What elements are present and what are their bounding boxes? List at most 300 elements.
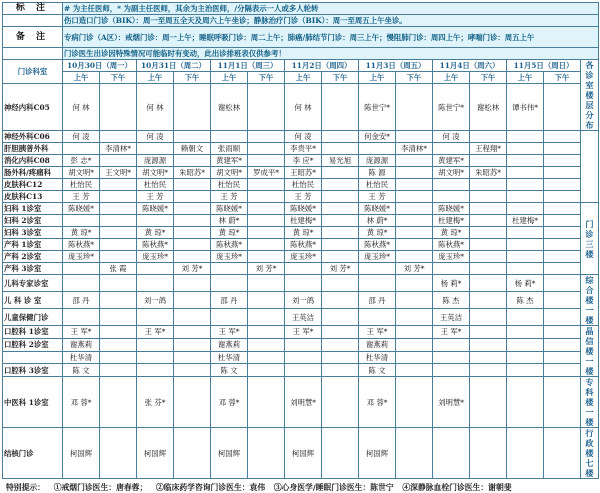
doctor-cell	[396, 364, 433, 377]
special-notice-item: ①戒烟门诊医生：唐春蓉；	[53, 483, 148, 492]
doctor-cell	[470, 338, 507, 351]
special-notice	[6, 482, 594, 493]
table-row	[3, 251, 599, 263]
doctor-cell	[322, 428, 359, 479]
doctor-cell	[211, 309, 248, 326]
am-header: 上午	[211, 72, 248, 84]
doctor-cell	[433, 179, 470, 191]
doctor-cell: 杜华清	[359, 351, 396, 364]
doctor-cell	[507, 263, 544, 275]
pm-header: 下午	[322, 72, 359, 84]
doctor-cell	[100, 326, 137, 339]
clinic-name: 皮肤科C13	[3, 191, 63, 203]
doctor-cell	[174, 84, 211, 131]
table-row	[3, 292, 599, 309]
notice-text: 门诊医生出诊因特殊情况可能临时有变动，此出诊排班表仅供参考！	[63, 48, 599, 60]
doctor-cell	[470, 351, 507, 364]
doctor-cell	[100, 155, 137, 167]
doctor-cell	[100, 292, 137, 309]
doctor-cell	[544, 326, 581, 339]
table-row	[3, 309, 599, 326]
doctor-cell	[470, 251, 507, 263]
doctor-cell	[322, 351, 359, 364]
doctor-cell	[544, 428, 581, 479]
doctor-cell: 陈秋燕*	[285, 239, 322, 251]
doctor-cell: 柯国辉	[63, 428, 100, 479]
doctor-cell: 黄 琼*	[137, 227, 174, 239]
doctor-cell	[174, 251, 211, 263]
clinic-name: 儿 科 诊 室	[3, 292, 63, 309]
beizhu-label: 备 注	[3, 27, 63, 48]
doctor-cell	[248, 275, 285, 292]
doctor-cell	[174, 364, 211, 377]
doctor-cell	[470, 155, 507, 167]
doctor-cell	[137, 338, 174, 351]
doctor-cell	[544, 338, 581, 351]
pm-header: 下午	[174, 72, 211, 84]
doctor-cell	[322, 364, 359, 377]
doctor-cell	[137, 215, 174, 227]
doctor-cell	[137, 364, 174, 377]
biaozhu-text: # 为主任医师，* 为副主任医师，其余为主治医师，/分隔表示一人或多人轮转	[63, 3, 599, 15]
doctor-cell: 杜怡民	[211, 179, 248, 191]
doctor-cell	[507, 167, 544, 179]
doctor-cell: 王英洁	[285, 309, 322, 326]
doctor-cell	[174, 155, 211, 167]
clinic-name: 妇科 3诊室	[3, 227, 63, 239]
doctor-cell	[470, 203, 507, 215]
doctor-cell	[433, 428, 470, 479]
doctor-cell	[396, 131, 433, 143]
doctor-cell	[470, 377, 507, 428]
doctor-cell	[100, 377, 137, 428]
doctor-cell	[544, 364, 581, 377]
doctor-cell: 邵 丹	[359, 292, 396, 309]
doctor-cell	[211, 275, 248, 292]
am-header: 上午	[285, 72, 322, 84]
doctor-cell	[359, 309, 396, 326]
doctor-cell	[433, 364, 470, 377]
doctor-cell	[396, 179, 433, 191]
doctor-cell	[359, 143, 396, 155]
doctor-cell	[285, 275, 322, 292]
doctor-cell	[322, 227, 359, 239]
doctor-cell	[544, 275, 581, 292]
doctor-cell	[322, 377, 359, 428]
doctor-cell	[507, 326, 544, 339]
clinic-col-header: 门诊科室	[3, 60, 63, 84]
doctor-cell	[285, 364, 322, 377]
doctor-cell: 陈秋燕*	[211, 239, 248, 251]
doctor-cell: 黄 琼*	[211, 227, 248, 239]
doctor-cell: 赖朝文	[174, 143, 211, 155]
doctor-cell	[544, 377, 581, 428]
doctor-cell	[322, 191, 359, 203]
pm-header: 下午	[544, 72, 581, 84]
doctor-cell	[100, 191, 137, 203]
doctor-cell	[544, 179, 581, 191]
table-row	[3, 326, 599, 339]
doctor-cell: 何 林	[137, 84, 174, 131]
doctor-cell: 陈晓媛*	[63, 203, 100, 215]
doctor-cell	[507, 364, 544, 377]
doctor-cell: 陈 杰	[433, 292, 470, 309]
doctor-cell: 刘一鸽	[285, 292, 322, 309]
doctor-cell	[470, 215, 507, 227]
doctor-cell	[285, 338, 322, 351]
doctor-cell	[359, 263, 396, 275]
doctor-cell: 李 应*	[285, 155, 322, 167]
doctor-cell	[396, 326, 433, 339]
clinic-name: 产科 2诊室	[3, 251, 63, 263]
doctor-cell: 王 芳	[137, 191, 174, 203]
date-header: 10月31日（周二）	[137, 60, 211, 72]
doctor-cell	[433, 263, 470, 275]
doctor-cell	[248, 155, 285, 167]
clinic-name: 神经外科C06	[3, 131, 63, 143]
doctor-cell: 杜怡民	[63, 179, 100, 191]
am-header: 上午	[359, 72, 396, 84]
doctor-cell	[396, 309, 433, 326]
date-header: 11月2日（周四）	[285, 60, 359, 72]
doctor-cell: 王 军*	[359, 326, 396, 339]
doctor-cell	[507, 227, 544, 239]
doctor-cell	[507, 179, 544, 191]
doctor-cell: 刘明慧*	[433, 377, 470, 428]
doctor-cell	[507, 338, 544, 351]
doctor-cell	[174, 227, 211, 239]
clinic-name: 中医科 1诊室	[3, 377, 63, 428]
doctor-cell	[100, 179, 137, 191]
doctor-cell: 张 霞	[100, 263, 137, 275]
doctor-cell: 张 芬*	[137, 377, 174, 428]
doctor-cell	[63, 309, 100, 326]
doctor-cell	[470, 309, 507, 326]
table-row	[3, 275, 599, 292]
doctor-cell	[433, 351, 470, 364]
doctor-cell	[322, 309, 359, 326]
pm-header: 下午	[248, 72, 285, 84]
doctor-cell	[470, 263, 507, 275]
clinic-name: 妇科 1诊室	[3, 203, 63, 215]
clinic-name: 肝胆胰普外科	[3, 143, 63, 155]
doctor-cell	[174, 203, 211, 215]
doctor-cell: 杜建梅*	[433, 215, 470, 227]
doctor-cell	[137, 309, 174, 326]
doctor-cell	[470, 131, 507, 143]
doctor-cell	[174, 377, 211, 428]
doctor-cell	[544, 251, 581, 263]
doctor-cell: 庞玉珍*	[433, 251, 470, 263]
table-row	[3, 84, 599, 131]
doctor-cell	[322, 179, 359, 191]
roster-table	[2, 2, 599, 479]
table-row	[3, 377, 599, 428]
special-notice-item: ④深静脉血栓门诊医生：谢朝斐	[402, 483, 512, 492]
doctor-cell	[100, 364, 137, 377]
doctor-cell	[322, 239, 359, 251]
doctor-cell	[322, 275, 359, 292]
clinic-name: 神经内科C05	[3, 84, 63, 131]
doctor-cell: 陈秋燕*	[433, 239, 470, 251]
doctor-cell: 黄 琼*	[433, 227, 470, 239]
clinic-name: 口腔科 3诊室	[3, 364, 63, 377]
doctor-cell	[470, 227, 507, 239]
doctor-cell	[100, 215, 137, 227]
doctor-cell: 何 凌	[63, 131, 100, 143]
doctor-cell	[433, 191, 470, 203]
doctor-cell: 黄建军*	[211, 155, 248, 167]
doctor-cell: 陈秋燕*	[137, 239, 174, 251]
doctor-cell	[396, 275, 433, 292]
doctor-cell: 刘 芳*	[174, 263, 211, 275]
doctor-cell	[433, 338, 470, 351]
doctor-cell	[100, 84, 137, 131]
doctor-cell: 黄 琼*	[285, 227, 322, 239]
doctor-cell	[248, 251, 285, 263]
doctor-cell: 刘一鸽	[137, 292, 174, 309]
doctor-cell	[322, 203, 359, 215]
doctor-cell	[248, 131, 285, 143]
doctor-cell	[544, 239, 581, 251]
clinic-name: 口腔科 1诊室	[3, 326, 63, 339]
doctor-cell	[396, 84, 433, 131]
table-row	[3, 428, 599, 479]
table-row	[3, 131, 599, 143]
doctor-cell: 庞玉珍*	[211, 251, 248, 263]
doctor-cell: 王 军*	[211, 326, 248, 339]
table-row	[3, 203, 599, 215]
table-row	[3, 364, 599, 377]
doctor-cell: 陈世宁*	[433, 84, 470, 131]
doctor-cell: 杜怡民	[285, 179, 322, 191]
doctor-cell	[507, 251, 544, 263]
doctor-cell: 陈 杰	[507, 292, 544, 309]
doctor-cell	[507, 191, 544, 203]
doctor-cell: 谢松林	[211, 84, 248, 131]
doctor-cell: 李清林*	[100, 143, 137, 155]
doctor-cell	[470, 179, 507, 191]
doctor-cell	[285, 351, 322, 364]
doctor-cell: 杜怡民	[359, 179, 396, 191]
doctor-cell	[544, 84, 581, 131]
doctor-cell	[544, 309, 581, 326]
doctor-cell	[248, 227, 285, 239]
doctor-cell: 谢燕莉	[63, 338, 100, 351]
doctor-cell	[396, 292, 433, 309]
date-header: 11月5日（周日）	[507, 60, 581, 72]
doctor-cell	[174, 191, 211, 203]
doctor-cell	[63, 263, 100, 275]
doctor-cell: 胡文明*	[137, 167, 174, 179]
doctor-cell: 王 军*	[63, 326, 100, 339]
table-row	[3, 143, 599, 155]
floor-location: 门诊三楼	[581, 203, 599, 275]
table-row	[3, 179, 599, 191]
doctor-cell	[396, 377, 433, 428]
doctor-cell	[322, 215, 359, 227]
doctor-cell: 邓 蓉*	[63, 377, 100, 428]
doctor-cell: 刘 芳*	[248, 263, 285, 275]
biaozhu-blank	[3, 15, 63, 27]
clinic-name: 儿科专家诊室	[3, 275, 63, 292]
doctor-cell	[100, 338, 137, 351]
doctor-cell	[544, 263, 581, 275]
clinic-name	[3, 351, 63, 364]
doctor-cell	[470, 275, 507, 292]
doctor-cell	[322, 143, 359, 155]
doctor-cell: 王 芳	[63, 191, 100, 203]
doctor-cell: 邵 丹	[63, 292, 100, 309]
doctor-cell	[174, 239, 211, 251]
doctor-cell: 胡文明*	[211, 167, 248, 179]
doctor-cell	[544, 143, 581, 155]
floor-location: 专科楼一楼	[581, 377, 599, 428]
notice-blank	[3, 48, 63, 60]
doctor-cell	[248, 338, 285, 351]
doctor-cell	[137, 143, 174, 155]
doctor-cell: 罗成平*	[248, 167, 285, 179]
doctor-cell	[174, 338, 211, 351]
doctor-cell: 杜华清	[63, 351, 100, 364]
doctor-cell: 谢松林	[470, 84, 507, 131]
roster-sheet	[0, 2, 600, 492]
doctor-cell	[396, 203, 433, 215]
doctor-cell	[433, 143, 470, 155]
doctor-cell	[322, 131, 359, 143]
doctor-cell	[396, 167, 433, 179]
doctor-cell	[507, 309, 544, 326]
doctor-cell	[544, 131, 581, 143]
doctor-cell: 刘 芳*	[322, 263, 359, 275]
doctor-cell: 王 军*	[285, 326, 322, 339]
doctor-cell: 王 芳	[211, 191, 248, 203]
doctor-cell: 邵 丹	[211, 292, 248, 309]
doctor-cell	[63, 275, 100, 292]
doctor-cell	[248, 428, 285, 479]
doctor-cell: 邓 蓉*	[211, 377, 248, 428]
date-header: 11月4日（周六）	[433, 60, 507, 72]
biaozhu-label: 标 注	[3, 3, 63, 15]
special-notice-item: ②临床药学咨询门诊医生：袁伟	[155, 483, 266, 492]
doctor-cell	[63, 143, 100, 155]
doctor-cell	[544, 167, 581, 179]
doctor-cell	[507, 203, 544, 215]
doctor-cell	[174, 292, 211, 309]
clinic-name: 口腔科 2诊室	[3, 338, 63, 351]
doctor-cell: 彭 志*	[63, 155, 100, 167]
doctor-cell	[507, 377, 544, 428]
doctor-cell	[470, 239, 507, 251]
doctor-cell	[507, 143, 544, 155]
doctor-cell	[396, 215, 433, 227]
doctor-cell: 陈秋燕*	[359, 239, 396, 251]
doctor-cell	[359, 275, 396, 292]
pm-header: 下午	[100, 72, 137, 84]
doctor-cell: 谢燕莉	[211, 338, 248, 351]
doctor-cell	[544, 203, 581, 215]
doctor-cell: 李贵平*	[285, 143, 322, 155]
doctor-cell: 柯国辉	[359, 428, 396, 479]
doctor-cell: 庞玉珍*	[285, 251, 322, 263]
doctor-cell: 刘明慧*	[285, 377, 322, 428]
doctor-cell	[396, 428, 433, 479]
doctor-cell: 朱昭苏*	[174, 167, 211, 179]
doctor-cell	[100, 131, 137, 143]
doctor-cell	[470, 326, 507, 339]
doctor-cell	[507, 428, 544, 479]
doctor-cell: 谭书伟*	[507, 84, 544, 131]
doctor-cell	[174, 428, 211, 479]
table-row	[3, 155, 599, 167]
table-row	[3, 167, 599, 179]
doctor-cell	[544, 191, 581, 203]
doctor-cell	[174, 275, 211, 292]
doctor-cell	[174, 326, 211, 339]
doctor-cell	[544, 227, 581, 239]
doctor-cell	[100, 227, 137, 239]
doctor-cell: 杜华清	[211, 351, 248, 364]
doctor-cell	[248, 377, 285, 428]
date-header: 11月3日（周五）	[359, 60, 433, 72]
doctor-cell	[507, 239, 544, 251]
doctor-cell: 王文明*	[100, 167, 137, 179]
doctor-cell	[470, 191, 507, 203]
doctor-cell: 何金安*	[359, 131, 396, 143]
doctor-cell	[63, 215, 100, 227]
doctor-cell	[174, 215, 211, 227]
doctor-cell: 黄 琼*	[359, 227, 396, 239]
doctor-cell	[470, 292, 507, 309]
doctor-cell: 何 凌	[285, 131, 322, 143]
doctor-cell: 黄建军*	[433, 155, 470, 167]
doctor-cell	[396, 351, 433, 364]
table-row	[3, 227, 599, 239]
beizhu-text: 专病门诊（A区）：戒烟门诊：周一上午；睡眠呼吸门诊：周二上午；肺癌/肺结节门诊：周三上午；慢阻肺门诊：周四上午；哮喘门诊：周五上午	[63, 27, 599, 48]
doctor-cell: 陈 文	[359, 364, 396, 377]
doctor-cell: 易光旭	[322, 155, 359, 167]
doctor-cell	[507, 131, 544, 143]
doctor-cell: 杜怡民	[137, 179, 174, 191]
doctor-cell: 胡文明*	[433, 167, 470, 179]
doctor-cell	[544, 351, 581, 364]
doctor-cell	[100, 275, 137, 292]
doctor-cell: 谢燕莉	[359, 338, 396, 351]
am-header: 上午	[137, 72, 174, 84]
doctor-cell: 何 凌	[433, 131, 470, 143]
doctor-cell	[470, 428, 507, 479]
doctor-cell	[396, 191, 433, 203]
doctor-cell	[396, 251, 433, 263]
doctor-cell: 陈 文	[63, 364, 100, 377]
table-row	[3, 191, 599, 203]
doctor-cell: 庞源源	[137, 155, 174, 167]
table-row	[3, 338, 599, 351]
doctor-cell	[248, 179, 285, 191]
doctor-cell: 陈世宁*	[359, 84, 396, 131]
doctor-cell: 王 芳	[285, 191, 322, 203]
clinic-name: 肠外科/疼痛科	[3, 167, 63, 179]
doctor-cell: 庞源源	[359, 155, 396, 167]
am-header: 上午	[63, 72, 100, 84]
doctor-cell: 杨 莉*	[433, 275, 470, 292]
clinic-name: 妇科 2诊室	[3, 215, 63, 227]
doctor-cell	[322, 326, 359, 339]
doctor-cell	[100, 309, 137, 326]
location-col-header: 各诊室楼层分布	[581, 60, 599, 131]
clinic-name: 消化内科C08	[3, 155, 63, 167]
doctor-cell: 杜建梅*	[507, 215, 544, 227]
